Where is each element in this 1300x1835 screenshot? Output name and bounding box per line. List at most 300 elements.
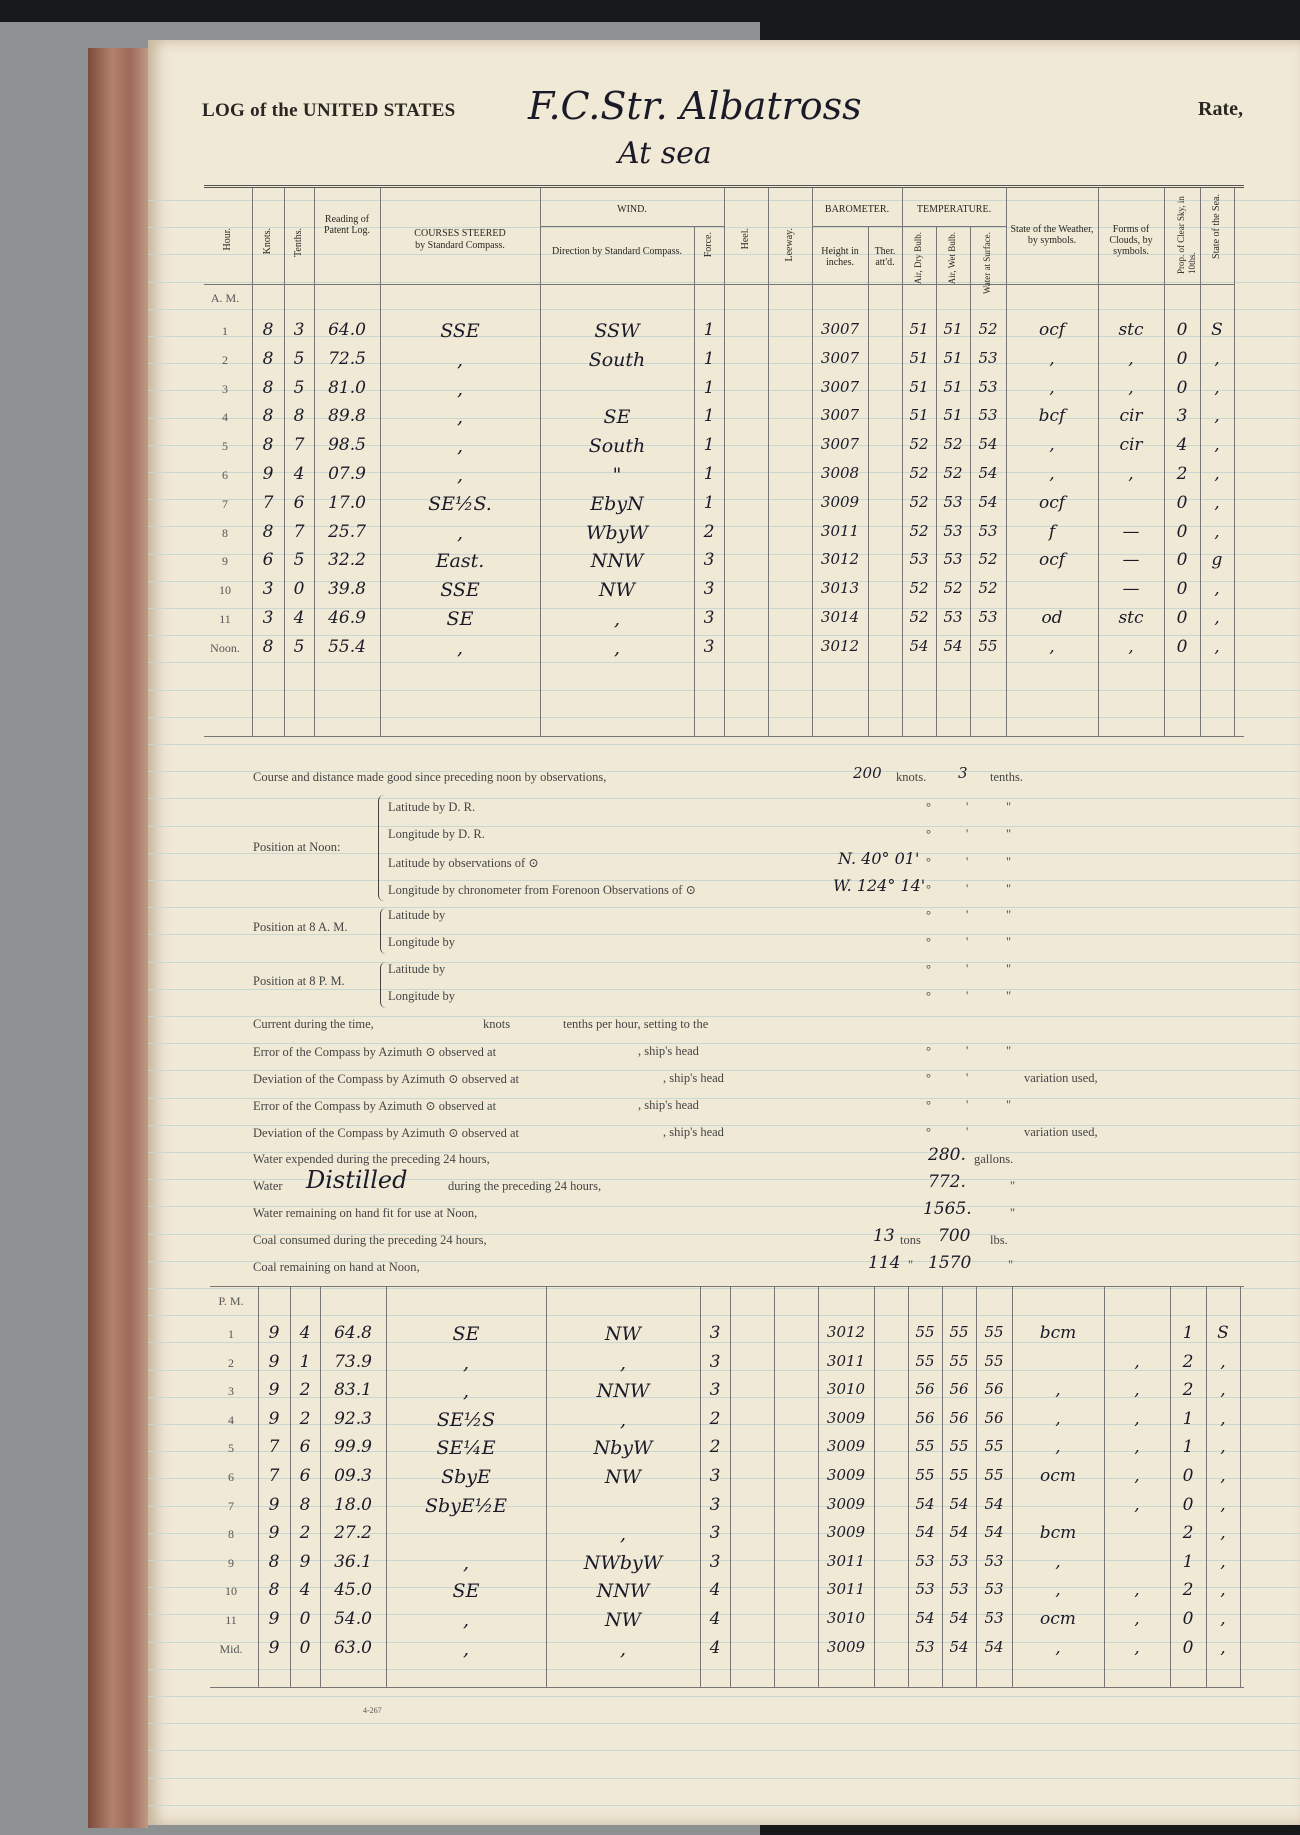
cell-clouds: , — [1134, 1380, 1140, 1401]
cell-water: 52 — [978, 320, 998, 338]
coord-mark-deg: ° — [926, 908, 931, 922]
cell-force: 2 — [703, 521, 715, 542]
cell-knots: 9 — [268, 1523, 280, 1544]
cell-dry: 54 — [915, 1609, 935, 1627]
cell-dry: 55 — [915, 1437, 935, 1456]
coord-mark-deg: ° — [926, 1098, 931, 1112]
cell-knots: 9 — [262, 464, 274, 484]
hour-label: 8 — [222, 525, 228, 540]
cell-course: SE — [452, 1323, 480, 1345]
cell-knots: 3 — [262, 608, 274, 628]
cell-tenths: 0 — [299, 1609, 311, 1629]
ditto-2: " — [1010, 1206, 1016, 1220]
column-header-courses: COURSES STEERED — [414, 228, 506, 239]
cell-sea: , — [1220, 1637, 1226, 1658]
cell-wind: , — [613, 608, 621, 630]
log-row — [210, 1550, 1240, 1579]
cell-weather: , — [1049, 636, 1055, 657]
cell-weather: , — [1055, 1437, 1061, 1458]
cell-wet: 53 — [949, 1551, 969, 1570]
cell-force: 3 — [709, 1523, 721, 1544]
cell-wet: 53 — [943, 550, 963, 569]
cell-course: , — [456, 636, 464, 659]
cell-course: , — [456, 464, 464, 486]
cell-force: 3 — [709, 1466, 721, 1486]
cell-course: SbyE — [441, 1466, 491, 1488]
cell-baro: 3011 — [820, 521, 860, 540]
hour-label: 4 — [228, 1412, 234, 1427]
cell-force: 1 — [703, 406, 715, 427]
cell-baro: 3012 — [820, 550, 860, 569]
cell-log: 07.9 — [328, 464, 366, 484]
cell-sea: , — [1214, 406, 1220, 427]
cell-baro: 3009 — [820, 492, 860, 511]
log-row — [210, 1464, 1240, 1493]
cell-wind: WbyW — [586, 521, 648, 544]
form-number: 4-267 — [363, 1706, 382, 1715]
cell-knots: 9 — [268, 1351, 280, 1372]
coord-mark-min: ' — [966, 800, 969, 814]
cell-wind: NW — [598, 579, 636, 602]
coord-mark-min: ' — [966, 935, 969, 949]
cell-knots: 9 — [268, 1637, 280, 1658]
cell-water: 53 — [978, 608, 998, 626]
cell-wet: 53 — [943, 521, 963, 540]
cell-sky: 0 — [1176, 377, 1188, 398]
cell-force: 1 — [703, 377, 715, 398]
cell-course: , — [462, 1351, 470, 1374]
cell-sea: , — [1220, 1580, 1226, 1601]
cell-sea: S — [1217, 1323, 1229, 1343]
coord-mark-sec: " — [1006, 1098, 1012, 1112]
coal-remaining-tons: 114 — [868, 1253, 901, 1273]
coord-mark-sec: " — [1006, 935, 1012, 949]
coord-mark-sec: " — [1006, 827, 1012, 841]
log-row — [204, 520, 1234, 549]
coord-mark-sec: " — [1006, 882, 1012, 896]
cell-clouds: stc — [1118, 320, 1144, 340]
log-row — [210, 1435, 1240, 1464]
cell-log: 99.9 — [334, 1437, 372, 1458]
cell-knots: 7 — [268, 1466, 280, 1486]
gallons-label: gallons. — [974, 1152, 1014, 1166]
log-row — [204, 606, 1234, 635]
cell-clouds: , — [1134, 1494, 1140, 1515]
cell-water: 55 — [984, 1323, 1004, 1341]
wind-subheader-line — [540, 226, 724, 227]
cell-baro: 3008 — [820, 464, 860, 482]
cell-log: 54.0 — [334, 1609, 372, 1629]
coord-mark-deg: ° — [926, 1044, 931, 1058]
cell-force: 1 — [703, 320, 715, 340]
current-tenths: tenths per hour, setting to the — [563, 1017, 709, 1031]
hour-label: 6 — [228, 1470, 234, 1484]
coord-mark-deg: ° — [926, 962, 931, 976]
cell-sky: 0 — [1176, 550, 1188, 571]
column-divider — [1234, 188, 1235, 736]
cell-log: 73.9 — [334, 1351, 372, 1372]
hour-label: 10 — [225, 1584, 237, 1599]
cell-course: SbyE½E — [424, 1494, 508, 1517]
cell-water: 53 — [984, 1580, 1004, 1599]
cell-wet: 53 — [949, 1580, 969, 1599]
cell-course: SE — [452, 1580, 480, 1603]
brace-noon — [378, 795, 385, 901]
coord-mark-deg: ° — [926, 1071, 931, 1085]
cell-water: 55 — [978, 636, 998, 655]
cell-dry: 52 — [909, 608, 929, 626]
cell-baro: 3007 — [820, 406, 860, 425]
cell-clouds: — — [1122, 521, 1140, 542]
cell-wind: EbyN — [590, 492, 644, 515]
cell-log: 92.3 — [334, 1408, 372, 1429]
log-row — [210, 1521, 1240, 1550]
column-header-wind: WIND. — [617, 204, 647, 215]
column-header-air-dry: Air, Dry Bulb. — [913, 232, 923, 285]
cell-course: , — [456, 435, 464, 458]
cell-course: , — [462, 1637, 470, 1660]
cell-force: 3 — [709, 1323, 721, 1343]
cell-log: 81.0 — [328, 377, 366, 398]
cell-sea: , — [1214, 377, 1220, 398]
cell-dry: 52 — [909, 521, 929, 540]
cell-force: 1 — [703, 435, 715, 456]
coord-mark-sec: " — [1006, 962, 1012, 976]
cell-course: , — [456, 521, 464, 544]
column-divider — [1240, 1287, 1241, 1687]
coord-mark-sec: " — [1006, 1044, 1012, 1058]
coal-remaining-label: Coal remaining on hand at Noon, — [253, 1260, 420, 1274]
cell-log: 25.7 — [328, 521, 366, 542]
cell-baro: 3011 — [826, 1351, 866, 1370]
column-header-leeway: Leeway. — [784, 228, 795, 262]
cell-tenths: 1 — [299, 1351, 311, 1372]
cell-clouds: cir — [1119, 435, 1143, 456]
cell-log: 64.8 — [334, 1323, 372, 1343]
cell-weather: , — [1055, 1380, 1061, 1401]
water-distilled-value: 772. — [928, 1172, 966, 1192]
cell-force: 1 — [703, 492, 715, 513]
cell-sky: 2 — [1182, 1523, 1194, 1544]
cell-tenths: 2 — [299, 1380, 311, 1401]
cell-wind: South — [588, 435, 646, 458]
cell-wind: , — [613, 636, 621, 659]
cell-wind: NW — [604, 1609, 642, 1631]
cell-dry: 52 — [909, 492, 929, 511]
cell-knots: 7 — [268, 1437, 280, 1458]
cell-wind: NNW — [596, 1580, 650, 1603]
cell-log: 83.1 — [334, 1380, 372, 1401]
cell-wet: 53 — [943, 608, 963, 626]
cell-tenths: 0 — [299, 1637, 311, 1658]
cell-force: 4 — [709, 1637, 721, 1658]
cell-sea: , — [1220, 1609, 1226, 1629]
column-header-clouds: Forms of Clouds, by symbols. — [1109, 224, 1153, 257]
cell-water: 53 — [978, 348, 998, 367]
cell-sea: S — [1211, 320, 1223, 340]
cell-tenths: 8 — [299, 1494, 311, 1515]
column-header-force: Force. — [703, 232, 714, 258]
column-header-barometer: BAROMETER. — [824, 204, 890, 215]
cell-water: 55 — [984, 1466, 1004, 1484]
cell-water: 54 — [984, 1637, 1004, 1656]
log-row — [210, 1321, 1240, 1350]
cell-sea: , — [1214, 435, 1220, 456]
hour-label: 5 — [222, 439, 228, 454]
cell-knots: 8 — [262, 377, 274, 398]
cell-baro: 3007 — [820, 435, 860, 454]
coord-mark-min: ' — [966, 1044, 969, 1058]
water-remaining-label: Water remaining on hand fit for use at Noon, — [253, 1206, 478, 1220]
cell-weather: ocf — [1038, 320, 1066, 340]
cell-wind: NW — [604, 1323, 642, 1345]
log-row — [204, 635, 1234, 664]
cell-tenths: 8 — [293, 406, 305, 427]
cell-log: 39.8 — [328, 579, 366, 600]
cell-log: 09.3 — [334, 1466, 372, 1486]
cell-dry: 51 — [909, 406, 929, 425]
column-header-ther-att: Ther. att'd. — [874, 246, 896, 268]
daily-summary — [148, 740, 1300, 1300]
cell-knots: 9 — [268, 1380, 280, 1401]
cell-water: 52 — [978, 550, 998, 569]
coord-mark-deg: ° — [926, 1125, 931, 1139]
coord-mark-sec: " — [1006, 800, 1012, 814]
cell-baro: 3012 — [820, 636, 860, 655]
ditto-3: " — [908, 1258, 914, 1272]
cell-tenths: 4 — [293, 608, 305, 628]
cell-dry: 52 — [909, 464, 929, 482]
error-compass-1: Error of the Compass by Azimuth ⊙ observed at — [253, 1045, 497, 1059]
cell-water: 56 — [984, 1408, 1004, 1427]
cell-force: 3 — [703, 608, 715, 628]
cell-course: SE½S. — [428, 492, 492, 515]
cell-weather: , — [1049, 464, 1055, 484]
coord-mark-min: ' — [966, 962, 969, 976]
column-header-air-wet: Air, Wet Bulb. — [947, 232, 957, 285]
cell-water: 53 — [978, 377, 998, 396]
cell-tenths: 9 — [299, 1551, 311, 1572]
cell-sea: , — [1214, 492, 1220, 513]
cell-knots: 8 — [262, 320, 274, 340]
cell-wet: 54 — [949, 1609, 969, 1627]
coord-mark-min: ' — [966, 855, 969, 869]
ruled-line — [148, 1723, 1300, 1724]
lon-8pm: Longitude by — [388, 989, 456, 1003]
cell-wind: , — [619, 1637, 627, 1660]
log-row — [204, 491, 1234, 520]
column-header-clear-sky: Prop. of Clear Sky, in 10ths. — [1176, 196, 1197, 274]
section-label: P. M. — [218, 1294, 244, 1309]
cell-wet: 54 — [949, 1523, 969, 1542]
cell-force: 4 — [709, 1580, 721, 1601]
cell-sea: , — [1214, 636, 1220, 657]
cell-water: 53 — [978, 521, 998, 540]
lbs-label: lbs. — [990, 1233, 1008, 1247]
log-row — [204, 462, 1234, 491]
variation-used-2: variation used, — [1024, 1125, 1098, 1139]
cell-clouds: — — [1122, 579, 1140, 600]
ruled-line — [148, 1750, 1300, 1751]
cell-baro: 3010 — [826, 1609, 866, 1627]
cell-clouds: cir — [1119, 406, 1143, 427]
cell-course: , — [462, 1380, 470, 1403]
cell-clouds: , — [1134, 1437, 1140, 1458]
column-header-tenths: Tenths. — [293, 228, 304, 258]
cell-knots: 8 — [262, 348, 274, 369]
cell-dry: 53 — [915, 1637, 935, 1656]
hour-label: 3 — [228, 1384, 234, 1399]
column-header-baro-height: Height in inches. — [821, 246, 859, 268]
cell-sky: 1 — [1182, 1437, 1194, 1458]
cell-water: 55 — [984, 1351, 1004, 1370]
ruled-line — [148, 1696, 1300, 1697]
cell-wet: 55 — [949, 1437, 969, 1456]
hour-label: 2 — [228, 1355, 234, 1370]
coord-mark-deg: ° — [926, 827, 931, 841]
column-header-patent-log: Reading of Patent Log. — [323, 214, 371, 236]
cell-sea: , — [1214, 608, 1220, 628]
cell-sea: , — [1220, 1408, 1226, 1429]
cell-knots: 8 — [268, 1551, 280, 1572]
cell-tenths: 7 — [293, 521, 305, 542]
cell-knots: 8 — [262, 406, 274, 427]
hour-label: 10 — [219, 583, 231, 598]
cell-dry: 54 — [909, 636, 929, 655]
cell-dry: 54 — [915, 1494, 935, 1513]
cell-weather: ocf — [1038, 492, 1066, 513]
hour-label: 2 — [222, 352, 228, 367]
cell-dry: 51 — [909, 377, 929, 396]
cell-sky: 0 — [1176, 320, 1188, 340]
cell-force: 3 — [703, 550, 715, 571]
cell-sea: , — [1214, 464, 1220, 484]
cell-force: 2 — [709, 1408, 721, 1429]
hour-label: 3 — [222, 381, 228, 396]
hour-label: 11 — [219, 612, 231, 626]
hour-label: 8 — [228, 1527, 234, 1542]
error-compass-2: Error of the Compass by Azimuth ⊙ observed at — [253, 1099, 497, 1113]
am-log-table — [204, 185, 1244, 737]
column-header-sea: State of the Sea. — [1211, 194, 1222, 259]
cell-weather: ocm — [1040, 1609, 1076, 1629]
knots-label: knots. — [896, 770, 927, 784]
water-expended-value: 280. — [928, 1145, 966, 1165]
cell-weather: bcm — [1039, 1323, 1077, 1343]
hour-label: 1 — [228, 1327, 234, 1341]
cell-weather: , — [1049, 377, 1055, 398]
cell-log: 36.1 — [334, 1551, 372, 1572]
cell-tenths: 4 — [299, 1323, 311, 1343]
cell-clouds: , — [1134, 1580, 1140, 1601]
cell-weather: , — [1055, 1551, 1061, 1572]
hour-label: 6 — [222, 468, 228, 482]
cell-sky: 0 — [1182, 1494, 1194, 1515]
cell-tenths: 2 — [299, 1523, 311, 1544]
cell-weather: , — [1055, 1408, 1061, 1429]
printed-title: LOG of the UNITED STATES — [202, 100, 456, 121]
cell-wet: 56 — [949, 1380, 969, 1399]
cell-weather: f — [1048, 521, 1056, 542]
cell-wet: 52 — [943, 579, 963, 598]
cell-tenths: 5 — [293, 377, 305, 398]
log-row — [210, 1493, 1240, 1522]
cell-baro: 3009 — [826, 1466, 866, 1484]
cell-log: 63.0 — [334, 1637, 372, 1658]
lat-dr: Latitude by D. R. — [388, 800, 476, 814]
coord-mark-deg: ° — [926, 855, 931, 869]
page-edges — [88, 48, 148, 1828]
cell-wind: NNW — [590, 550, 644, 573]
cell-dry: 52 — [909, 579, 929, 598]
cell-sea: , — [1214, 521, 1220, 542]
cell-dry: 52 — [909, 435, 929, 454]
cell-force: 3 — [709, 1351, 721, 1372]
cell-log: 45.0 — [334, 1580, 372, 1601]
cell-wind: SE — [603, 406, 631, 429]
tons-label: tons — [900, 1233, 921, 1247]
cell-knots: 6 — [262, 550, 274, 571]
coal-remaining-lbs: 1570 — [928, 1253, 972, 1273]
cell-knots: 3 — [262, 579, 274, 600]
cell-log: 32.2 — [328, 550, 366, 571]
cell-baro: 3007 — [820, 320, 860, 338]
cell-knots: 8 — [262, 435, 274, 456]
cell-baro: 3009 — [826, 1494, 866, 1513]
coord-mark-sec: " — [1006, 908, 1012, 922]
cell-clouds: , — [1128, 636, 1134, 657]
cell-wind: , — [619, 1523, 627, 1546]
cell-course: , — [456, 377, 464, 400]
hour-label: 9 — [228, 1555, 234, 1570]
cell-baro: 3011 — [826, 1551, 866, 1570]
cell-baro: 3010 — [826, 1380, 866, 1399]
cell-sky: 1 — [1182, 1551, 1194, 1572]
cell-course: SSE — [440, 579, 480, 602]
cell-knots: 7 — [262, 492, 274, 513]
cell-sky: 4 — [1176, 435, 1188, 456]
cell-wet: 52 — [943, 464, 963, 482]
cell-sky: 0 — [1176, 579, 1188, 600]
rate-label: Rate, — [1198, 98, 1243, 120]
cell-log: 17.0 — [328, 492, 366, 513]
cell-wind: NNW — [596, 1380, 650, 1403]
cell-log: 64.0 — [328, 320, 366, 340]
coord-mark-deg: ° — [926, 989, 931, 1003]
position-8am-label: Position at 8 A. M. — [253, 920, 348, 934]
cell-knots: 9 — [268, 1408, 280, 1429]
log-row — [210, 1636, 1240, 1665]
cell-wet: 51 — [943, 406, 963, 425]
lon-chron: Longitude by chronometer from Forenoon Observations of ⊙ — [388, 883, 696, 897]
cell-force: 1 — [703, 348, 715, 369]
cell-sea: , — [1220, 1523, 1226, 1544]
coord-mark-min: ' — [966, 908, 969, 922]
water-label: Water — [253, 1179, 283, 1193]
header-divider — [204, 284, 1234, 285]
cell-tenths: 5 — [293, 550, 305, 571]
cell-clouds: — — [1122, 550, 1140, 571]
cell-dry: 54 — [915, 1523, 935, 1542]
cell-dry: 56 — [915, 1380, 935, 1399]
cell-knots: 8 — [262, 521, 274, 542]
cell-sky: 0 — [1176, 636, 1188, 657]
log-row — [204, 318, 1234, 347]
cell-dry: 55 — [915, 1466, 935, 1484]
cell-wet: 56 — [949, 1408, 969, 1427]
log-row — [204, 404, 1234, 433]
cell-sea: , — [1220, 1380, 1226, 1401]
